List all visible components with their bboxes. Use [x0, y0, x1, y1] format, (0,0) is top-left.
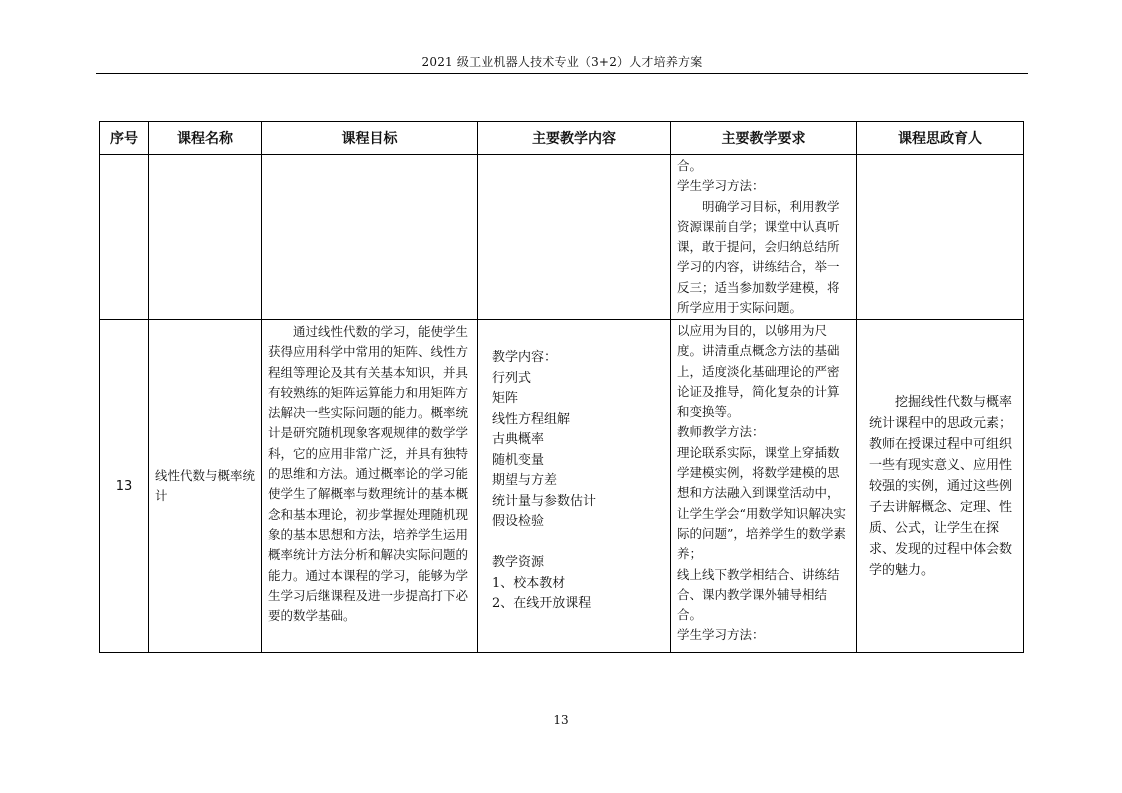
row-number: 13	[100, 320, 149, 653]
paragraph: 以应用为目的，以够用为尺度。讲清重点概念方法的基础上，适度淡化基础理论的严密论证及推导，简化复杂的计算和变换等。	[677, 323, 840, 420]
table-cell	[149, 155, 262, 320]
paragraph: 教师教学方法：	[677, 424, 765, 440]
paragraph: 明确学习目标，利用教学资源课前自学；课堂中认真听课，敢于提问，会归纳总结所学习的内容，讲练结合，举一反三；适当参加数学建模，将所学应用于实际问题。	[677, 198, 840, 316]
content-line: 教学内容：	[492, 350, 558, 365]
column-header: 课程名称	[149, 122, 262, 155]
paragraph: 学生学习方法：	[677, 627, 765, 643]
spacer	[492, 533, 664, 554]
requirements-text	[671, 155, 856, 318]
paragraph: 学生学习方法：	[677, 178, 765, 194]
column-header: 主要教学内容	[478, 122, 671, 155]
page-number: 13	[553, 713, 569, 727]
page-header-title: 2021 级工业机器人技术专业（3+2）人才培养方案	[421, 55, 703, 69]
paragraph: 线上线下教学相结合、讲练结合、课内教学课外辅导相结合。	[677, 566, 840, 623]
header-rule	[96, 73, 1028, 74]
content-line: 假设检验	[492, 514, 545, 529]
requirements-cell	[671, 320, 857, 653]
table-cell	[478, 155, 671, 320]
column-header: 课程目标	[262, 122, 478, 155]
table-cell	[262, 155, 478, 320]
objective-cell	[262, 320, 478, 653]
content-line: 统计量与参数估计	[492, 493, 597, 509]
course-name: 线性代数与概率统计	[155, 467, 256, 503]
course-objective: 通过线性代数的学习，能使学生获得应用科学中常用的矩阵、线性方程组等理论及其有关基本知识，并具有较熟练的矩阵运算能力和用矩阵方法解决一些实际问题的能力。概率统计是研究随机现象客观规律的数学学科，它的应用非常广泛，并具有独特的思维和方法。通过概率论的学习能使学生了解概率与数理统计的基本概念和基本理论，初步掌握处理随机现象的基本思想和方法，培养学生运用概率统计方法分析和解决实际问题的能力。通过本课程的学习，能够为学生学习后继课程及进一步提高打下必要的数学基础。	[268, 324, 469, 624]
column-header: 主要教学要求	[671, 122, 857, 155]
table-row	[100, 320, 1024, 653]
column-header: 课程思政育人	[857, 122, 1024, 155]
requirements-cell	[671, 155, 857, 320]
content-line: 期望与方差	[492, 473, 558, 488]
table-cell	[857, 155, 1024, 320]
table-row	[100, 155, 1024, 320]
table-header-row	[100, 122, 1024, 155]
paragraph: 理论联系实际，课堂上穿插数学建模实例，将数学建模的思想和方法融入到课堂活动中，让学生学会“用数学知识解决实际的问题”，培养学生的数学素养；	[677, 444, 846, 562]
ideological-education: 挖掘线性代数与概率统计课程中的思政元素；教师在授课过程中可组织一些有现实意义、应用性较强的实例，通过这些例子去讲解概念、定理、性质、公式，让学生在探求、发现的过程中体会数学的魅力。	[869, 394, 1013, 578]
ideological-cell	[857, 320, 1024, 653]
content-line: 1、校本教材	[492, 575, 566, 591]
content-line: 行列式	[492, 370, 532, 386]
content-line: 随机变量	[492, 452, 545, 468]
content-line: 古典概率	[492, 432, 545, 447]
content-line: 2、在线开放课程	[492, 596, 592, 611]
course-name-cell	[149, 320, 262, 653]
column-header: 序号	[100, 122, 149, 155]
table-cell	[100, 155, 149, 320]
paragraph: 合。	[677, 158, 703, 173]
course-table	[99, 121, 1024, 653]
content-line: 线性方程组解	[492, 411, 571, 427]
requirements-text	[671, 320, 856, 646]
content-line: 教学资源	[492, 555, 545, 570]
content-line: 矩阵	[492, 391, 519, 406]
content-cell	[478, 320, 671, 653]
content-list	[478, 320, 670, 615]
